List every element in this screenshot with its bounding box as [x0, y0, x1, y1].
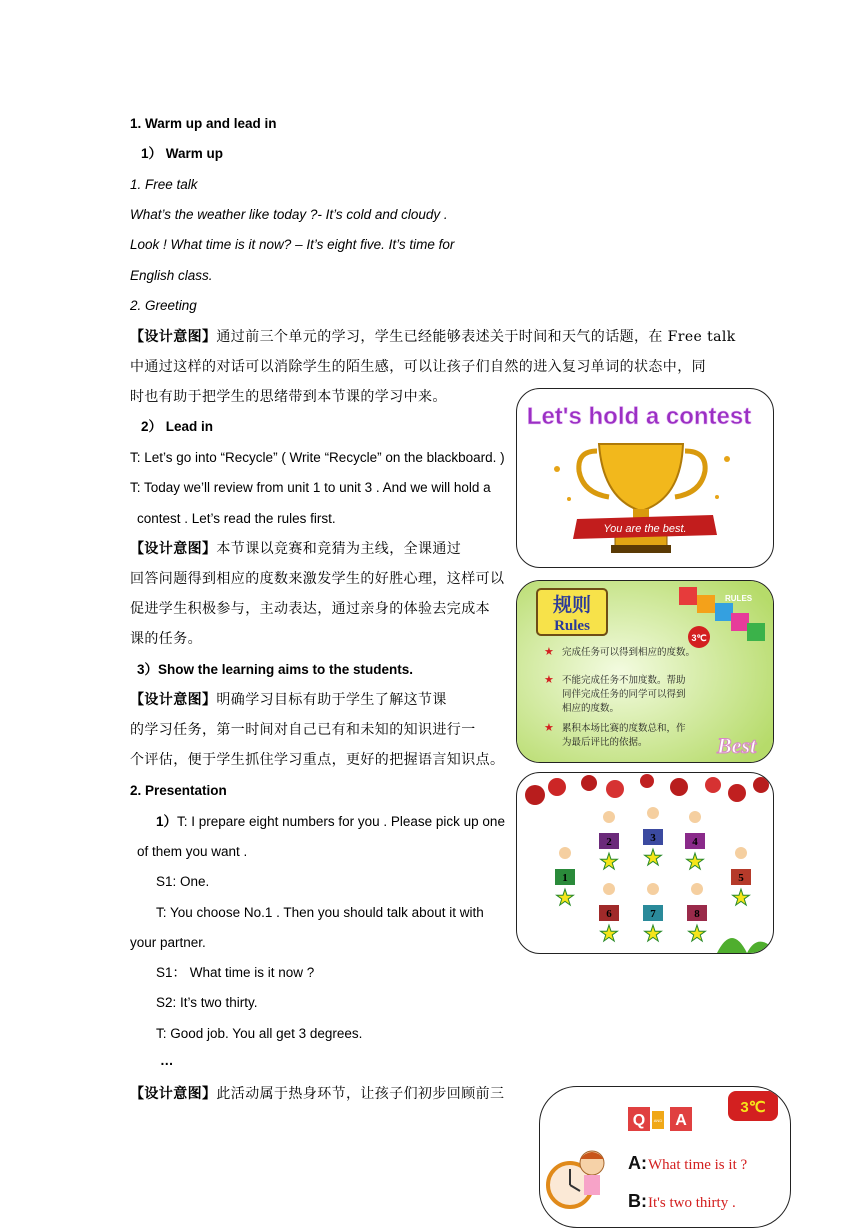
trophy-illustration [517, 389, 773, 567]
star-bullet: ★ [544, 673, 554, 686]
number-label: 3 [650, 832, 656, 844]
dialog-s1-question: S1： What time is it now ? [156, 965, 315, 980]
dialog-t-choose: T: You choose No.1 . Then you should talk about it with [156, 905, 484, 920]
english-class: English class. [130, 268, 213, 283]
design-note-2-line4: 课的任务。 [130, 631, 202, 647]
dialog-partner: your partner. [130, 935, 206, 950]
rule-1: 完成任务可以得到相应的度数。 [562, 647, 696, 658]
rule-3a: 累积本场比赛的度数总和，作 [562, 723, 686, 734]
star-icon: ★ [685, 849, 705, 874]
ribbon-text: You are the best. [603, 523, 687, 535]
lead-in-line2: T: Today we’ll review from unit 1 to unit 3 . And we will hold a [130, 480, 491, 495]
qa-slide-image [539, 1086, 791, 1228]
child-figure [689, 811, 701, 823]
presentation-line1 [156, 813, 505, 831]
star-icon: ★ [643, 845, 663, 870]
qa-answer: It's two thirty . [648, 1195, 736, 1211]
rules-title-cn: 规则 [552, 594, 592, 616]
dialog-s1-one: S1: One. [156, 874, 210, 889]
step-number: 1） [156, 814, 178, 829]
christmas-baubles [525, 774, 769, 805]
ellipsis: … [160, 1053, 174, 1068]
star-bullet: ★ [544, 721, 554, 734]
heading-warm-up: 1. Warm up and lead in [130, 116, 277, 131]
rules-title-en: Rules [554, 618, 590, 634]
qa-illustration [540, 1087, 790, 1227]
weather-question: What’s the weather like today ?- It’s cold and cloudy . [130, 207, 448, 222]
number-label: 1 [562, 872, 568, 884]
degree-badge-text: 3℃ [740, 1099, 766, 1116]
star-icon: ★ [555, 885, 575, 910]
design-note-3-line3: 个评估，便于学生抓住学习重点，更好的把握语言知识点。 [130, 752, 505, 768]
subheading-lead-in: 2） Lead in [141, 419, 214, 434]
rule-2c: 相应的度数。 [562, 703, 620, 714]
design-note-4 [130, 1085, 504, 1103]
number-label: 7 [650, 908, 656, 920]
design-tag: 【设计意图】 [130, 329, 217, 345]
number-label: 5 [738, 872, 744, 884]
child-figure [603, 883, 615, 895]
number-label: 2 [606, 836, 612, 848]
heading-text: 2. Presentation [130, 783, 227, 798]
child-figure [647, 883, 659, 895]
rules-illustration [517, 581, 773, 762]
numbers-illustration [517, 773, 773, 953]
design-note-2 [130, 540, 461, 558]
qa-question: What time is it ? [648, 1157, 748, 1173]
number-label: 4 [692, 836, 698, 848]
child-figure [691, 883, 703, 895]
design-text: 此活动属于热身环节，让孩子们初步回顾前三 [216, 1086, 505, 1102]
lead-in-line3: contest . Let’s read the rules first. [137, 511, 336, 526]
numbers-slide-image [516, 772, 774, 954]
rule-2a: 不能完成任务不加度数。帮助 [562, 675, 686, 686]
q-letter: Q [632, 1112, 646, 1129]
star-icon: ★ [687, 921, 707, 946]
grass-decoration [717, 938, 773, 953]
design-note-3-line2: 的学习任务，第一时间对自己已有和未知的知识进行一 [130, 722, 476, 738]
speaker-a: A: [628, 1153, 647, 1173]
child-figure [603, 811, 615, 823]
step-text: T: I prepare eight numbers for you . Please pick up one [177, 814, 505, 829]
time-question: Look ! What time is it now? – It’s eight five. It’s time for [130, 237, 455, 252]
design-note-3 [130, 691, 447, 709]
star-bullet: ★ [544, 645, 554, 658]
design-note-1-line2: 中通过这样的对话可以消除学生的陌生感，可以让孩子们自然的进入复习单词的状态中，同 [130, 359, 706, 375]
child-figure [647, 807, 659, 819]
subheading-learning-aims: 3）Show the learning aims to the students. [137, 662, 414, 677]
dialog-s2-answer: S2: It’s two thirty. [156, 995, 258, 1010]
design-tag: 【设计意图】 [130, 692, 217, 708]
design-text: 明确学习目标有助于学生了解这节课 [216, 692, 447, 708]
dialog-t-good: T: Good job. You all get 3 degrees. [156, 1026, 363, 1041]
star-icon: ★ [599, 849, 619, 874]
heading-presentation [130, 782, 227, 800]
free-talk-label: 1. Free talk [130, 177, 198, 192]
a-letter: A [675, 1112, 687, 1129]
best-logo: Best [717, 733, 757, 758]
greeting-label: 2. Greeting [130, 298, 197, 313]
degree-badge-text: 3℃ [691, 633, 707, 643]
design-note-1 [130, 328, 736, 346]
star-icon: ★ [731, 885, 751, 910]
star-icon: ★ [643, 921, 663, 946]
design-note-2-line3: 促进学生积极参与，主动表达，通过亲身的体验去完成本 [130, 601, 490, 617]
subheading-warm-up: 1） Warm up [141, 146, 224, 161]
lead-in-line1: T: Let’s go into “Recycle” ( Write “Recycle” on the blackboard. ) [130, 450, 505, 465]
and-letter: AND [653, 1118, 663, 1123]
presentation-line2: of them you want . [137, 844, 248, 859]
rule-3b: 为最后评比的依据。 [562, 737, 648, 748]
design-tag: 【设计意图】 [130, 1086, 217, 1102]
number-label: 6 [606, 908, 612, 920]
design-tag: 【设计意图】 [130, 541, 217, 557]
speaker-b: B: [628, 1191, 647, 1211]
design-note-2-line2: 回答问题得到相应的度数来激发学生的好胜心理，这样可以 [130, 571, 505, 587]
design-text: 通过前三个单元的学习，学生已经能够表述关于时间和天气的话题，在 Free talk [216, 329, 736, 345]
rules-slide-image [516, 580, 774, 763]
contest-slide-image [516, 388, 774, 568]
number-label: 8 [694, 908, 700, 920]
design-text: 本节课以竞赛和竞猜为主线，全课通过 [216, 541, 462, 557]
child-figure [559, 847, 571, 859]
rule-2b: 同伴完成任务的同学可以得到 [562, 689, 686, 700]
design-note-1-line3: 时也有助于把学生的思绪带到本节课的学习中来。 [130, 389, 447, 405]
contest-title: Let's hold a contest [526, 403, 752, 430]
star-icon: ★ [599, 921, 619, 946]
number-boxes [555, 807, 751, 946]
child-figure [735, 847, 747, 859]
rules-word: RULES [725, 594, 753, 603]
